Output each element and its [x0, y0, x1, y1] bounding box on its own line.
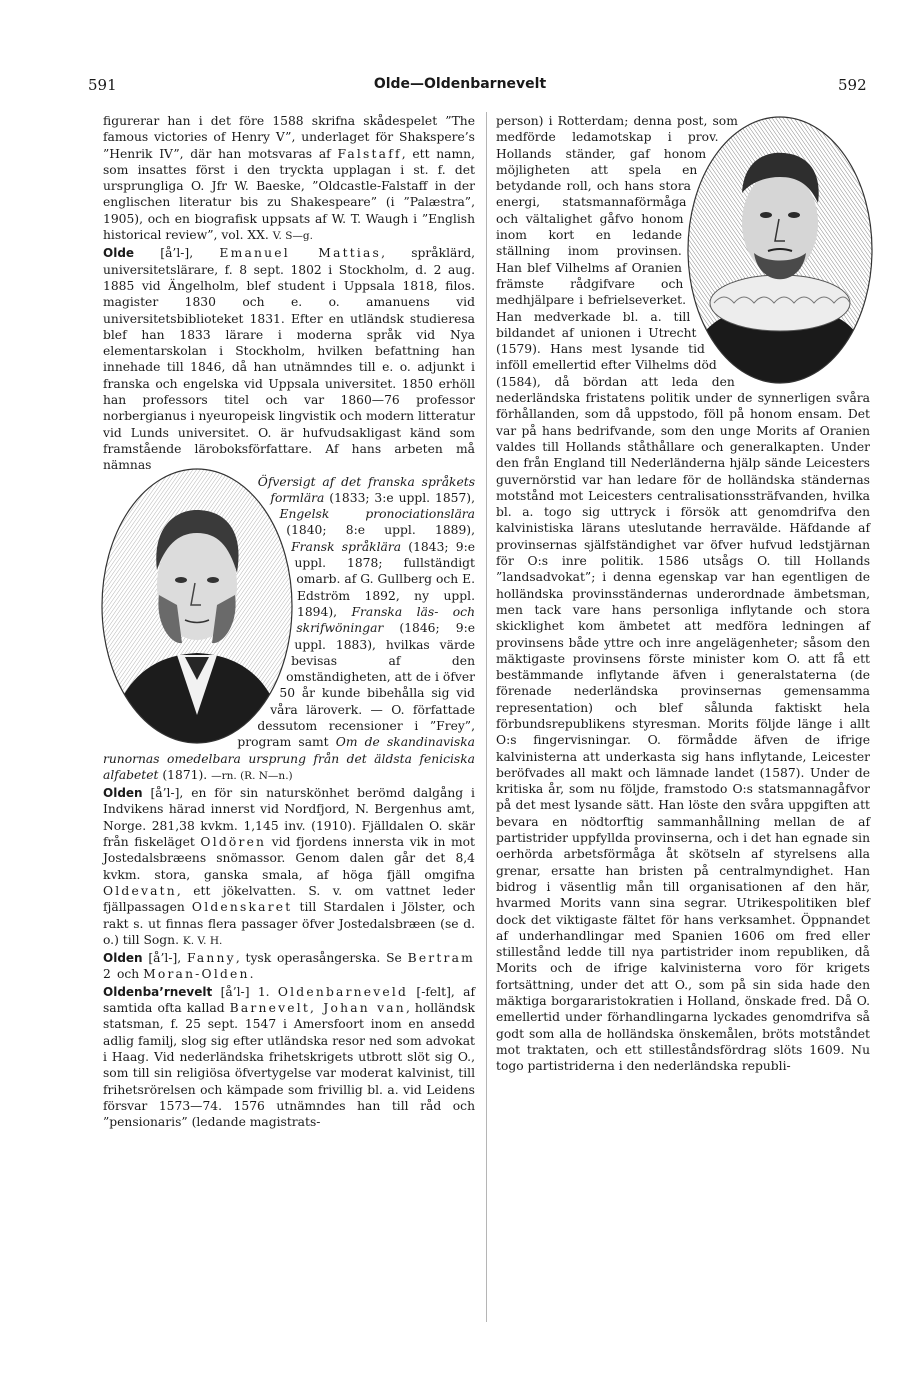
entry-olde-works: Öfversigt af det franska språkets formlära (1833; 3:e uppl. 1857), Engelsk pronociationslära (1840; 8:e uppl. 1889), Fransk språklära (1843; 9:e uppl. 1878; fullständigt omarb. af G. Gullberg och E. Edström 1892, ny uppl. 1894), Franska läs- och skrifwöningar (1846; 9:e uppl. 1883), hvilkas värde bevisas af den omständigheten, att de i öfver 50 år kunde bibehålla sig vid våra läroverk. — O. författade dessutom recensioner i ”Frey”, program samt Om de skandinaviska runornas omedelbara ursprung från det äldsta feniciska alfabetet (1871). —rn. (R. N—n.) — [103, 474, 475, 782]
oldcastle-continuation: figurerar han i det före 1588 skrifna skådespelet ”The famous victories of Henry V”, underlaget för Shakspere’s ”Henrik IV”, där han motsvaras af Falstaff, ett namn, som insattes först i den tryckta upplagan i st. f. det ursprungliga O. Jfr W. Baeske, ”Oldcastle-Falstaff in der englischen literatur bis zu Shakespeare” (i ”Palæstra”, 1905), och en biografisk uppsats af W. T. Waugh i ”English historical review”, vol. XX. V. S—g. — [103, 114, 475, 243]
right-column — [496, 113, 870, 1075]
entry-oldenbarnevelt: Oldenba’rnevelt [å’l-] 1. Oldenbarneveld [-felt], af samtida ofta kallad Barnevelt, Johan van, holländsk statsman, f. 25 sept. 1547 i Amersfoort inom en ansedd adlig familj, slog sig efter utländska resor ned som advokat i Haag. Vid nederländska frihetskrigets utbrott slöt sig O., som till sin religiösa öfvertygelse var moderat kalvinist, till frihetsrörelsen och kämpade som frivillig bl. a. vid Leidens försvar 1573—74. 1576 utnämndes han till råd och ”pensionaris” (ledande magistrats- — [103, 984, 475, 1130]
headword-olden-2: Olden — [103, 951, 143, 966]
left-column — [103, 113, 475, 1130]
oldenbarnevelt-portrait-engraving — [684, 113, 876, 388]
page-number-left: 591 — [88, 76, 117, 94]
entry-oldenbarnevelt-continued: person) i Rotterdam; denna post, som medförde ledamotskap i prov. Hollands ständer, gaf honom möjligheten att spela en betydande roll, och hans stora energi, statsmannaförmåga och vältalighet gåfvo honom inom kort en ledande ställning inom provinsen. Han blef Vilhelms af Oranien främste rådgifvare och medhjälpare i befrielseverket. Han medverkade bl. a. till bildandet af unionen i Utrecht (1579). Hans mest lysande tid inföll emellertid efter Vilhelms död (1584), då bördan att leda den nederländska fristatens politik under de synnerligen svåra förhållanden, som då uppstodo, föll på honom ensam. Det var på hans bedrifvande, som den unge Morits af Oranien valdes till Hollands ståthållare och generalkapten. Under den från England till Nederländerna hjälp sände Leicesters guvernörstid var han ledare för de holländska ständernas motstånd mot Leicesters centralisationssträfvanden, hvilka bl. a. togo sig uttryck i försök att genomdrifva den kalvinistiska lärans uteslutande herravälde. Häfdande af provinsernas själfständighet var öfver hufvud ledstjärnan för O:s inre politik. 1586 utsågs O. till Hollands ”landsadvokat”; i denna egenskap var han egentligen de holländska provinsständernas underordnade ämbetsman, men tack vare hans personliga inflytande och stora skicklighet kom ämbetet att medföra ledningen af provinsens både yttre och inre angelägenheter; såsom den mäktigaste provinsens förste minister kom O. att få ett bestämmande inflytande äfven i generalstaterna (de förenade nederländska provinsernas gemensamma representation) och blef sålunda faktiskt hela förbundsrepublikens styresman. Morits följde länge i allt O:s fingervisningar. O. förmådde äfven de ifrige kalvinisterna att underkasta sig hans inflytande, Leicester beröfvades all makt och lämnade landet (1587). Under de kritiska år, som nu följde, framstodo O:s statsmannagåfvor på det mest lysande sätt. Han löste den svåra uppgiften att bevara en nödtorftig sammanhållning mellan de af partistrider uppfyllda provinserna, och i det han egnade sin oerhörda arbetsförmåga åt skötseln af styrelsens alla grenar, ersatte han bristen på centralmyndighet. Han bidrog i väsentlig mån till organisationen af den här, hvarmed Morits vann sina segrar. Utrikespolitiken blef dock det viktigaste fältet för hans verksamhet. Öppnandet af underhandlingar med Spanien 1606 om fred eller stillestånd ledde till nya partistrider inom republiken, då Morits och de ifrige kalvinisterna voro för krigets fortsättning, under det att O., som på sin sida hade den mäktiga borgararistokratien i Holland, önskade fred. Då O. emellertid under förhandlingarna lyckades genomdrifva så godt som alla de holländska önskemålen, bröts motståndet mot traktaten, och ett stilleståndsfördrag slöts 1609. Nu togo partistriderna i den nederländska republi- — [496, 113, 870, 1075]
headword-olden: Olden — [103, 786, 143, 801]
olde-portrait-engraving — [97, 465, 297, 748]
entry-olde: Olde [å’l-], Emanuel Mattias, språklärd, universitetslärare, f. 8 sept. 1802 i Stockholm, d. 2 aug. 1885 vid Ängelholm, blef student i Uppsala 1818, filos. magister 1830 och e. o. amanuens vid universitetsbiblioteket 1831. Efter en utländsk studieresa blef han 1833 lärare i moderna språk vid Nya elementarskolan i Stockholm, hvilken befattning han innehade till 1846, då han utnämndes till e. o. adjunkt i franska och engelska vid Uppsala universitet. 1850 erhöll han professors titel och var 1860—76 professor norbergianus i nyeuropeisk lingvistik och modern litteratur vid Lunds universitet. O. är hufvudsakligast känd som framstående läroboksförfattare. Af hans arbeten må nämnas — [103, 245, 475, 473]
running-title: Olde—Oldenbarnevelt — [373, 76, 547, 92]
page-header — [0, 76, 920, 96]
entry-olden-valley: Olden [å’l-], en för sin naturskönhet berömd dalgång i Indvikens härad innerst vid Nordfjord, N. Bergenhus amt, Norge. 281,38 kvkm. 1,145 inv. (1910). Fjälldalen O. skär från fiskeläget Oldören vid fjordens innersta vik in mot Jostedalsbræens snömassor. Genom dalen går det 8,4 kvkm. stora, ganska smala, af höga fjäll omgifna Oldevatn, ett jökelvatten. S. v. om vattnet leder fjällpassagen Oldenskaret till Stardalen i Jölster, och rakt s. ut finnas flera passager öfver Jostedalsbræen (se d. o.) till Sogn. K. V. H. — [103, 786, 475, 947]
column-divider — [486, 112, 487, 1322]
headword-oldenbarnevelt: Oldenba’rnevelt — [103, 984, 213, 999]
olde-portrait-image — [97, 465, 297, 748]
headword-olde: Olde — [103, 246, 135, 261]
page-number-right: 592 — [838, 76, 867, 94]
entry-olden-fanny: Olden [å’l-], Fanny, tysk operasångerska. Se Bertram 2 och Moran-Olden. — [103, 951, 475, 982]
oldenbarnevelt-portrait-image — [684, 113, 876, 388]
